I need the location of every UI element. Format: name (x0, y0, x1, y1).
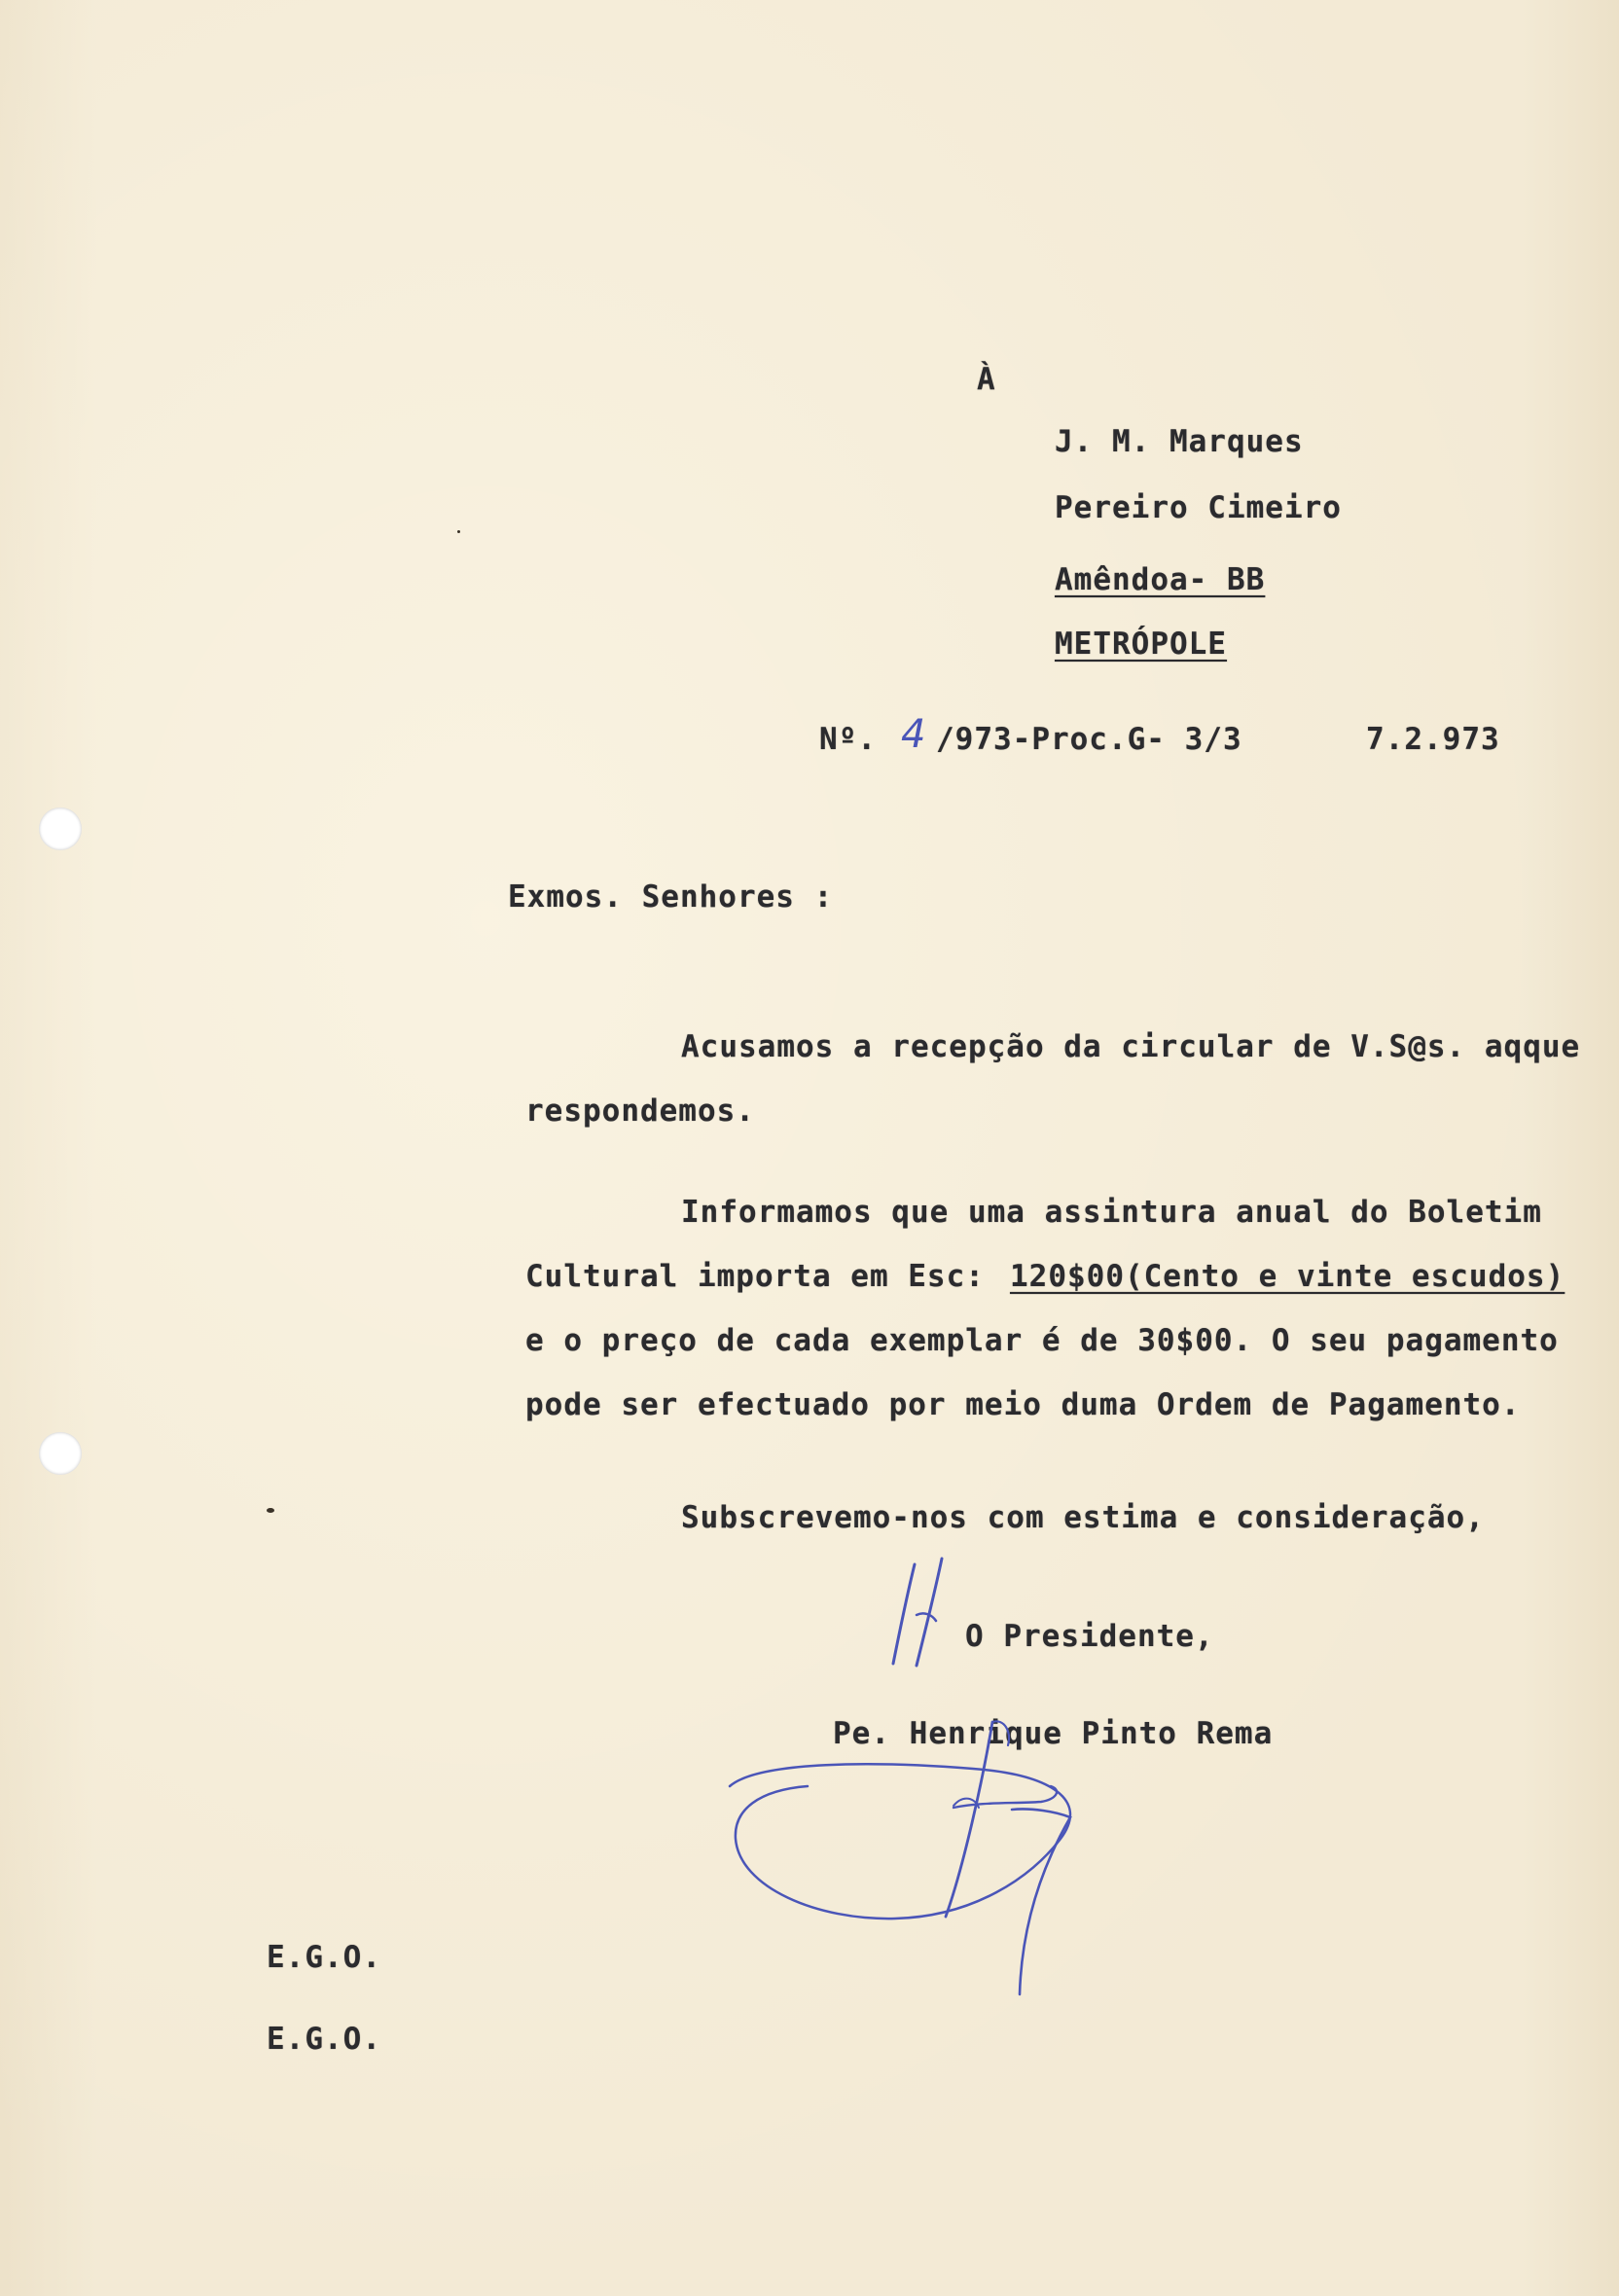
salutation-prefix: À (977, 362, 996, 397)
letter-date: 7.2.973 (1366, 722, 1500, 757)
closing: Subscrevemo-nos com estima e consideração, (681, 1500, 1485, 1535)
body-p2-line4: pode ser efectuado por meio duma Ordem de Pagamento. (525, 1387, 1521, 1422)
reference-handwritten-number: 4 (901, 712, 926, 757)
punch-hole-top (39, 807, 82, 850)
signatory-name: Pe. Henrique Pinto Rema (833, 1716, 1274, 1751)
body-p1-line1: Acusamos a recepção da circular de V.S@s. aqque (681, 1029, 1581, 1064)
body-p2-amount: 120$00(Cento e vinte escudos) (1010, 1259, 1565, 1294)
body-p2-line1: Informamos que uma assintura anual do Boletim (681, 1195, 1542, 1230)
signature-title: O Presidente, (965, 1619, 1214, 1654)
recipient-name: J. M. Marques (1055, 424, 1304, 459)
reference-prefix: Nº. (819, 722, 877, 757)
recipient-street: Pereiro Cimeiro (1055, 490, 1342, 525)
body-p2-line3: e o preço de cada exemplar é de 30$00. O seu pagamento (525, 1323, 1559, 1358)
recipient-locality: Amêndoa- BB (1055, 562, 1266, 597)
handwritten-signature (720, 1693, 1226, 2014)
greeting: Exmos. Senhores : (508, 879, 834, 915)
punch-hole-bottom (39, 1432, 82, 1475)
body-p2-line2-start: Cultural importa em Esc: (525, 1259, 985, 1294)
recipient-region: METRÓPOLE (1055, 627, 1227, 662)
ink-speck (457, 530, 460, 533)
footer-mark-1: E.G.O. (267, 1940, 381, 1975)
body-p1-line2: respondemos. (525, 1094, 755, 1129)
ink-speck (267, 1508, 274, 1513)
reference-process: /973-Proc.G- 3/3 (936, 722, 1242, 757)
footer-mark-2: E.G.O. (267, 2022, 381, 2057)
